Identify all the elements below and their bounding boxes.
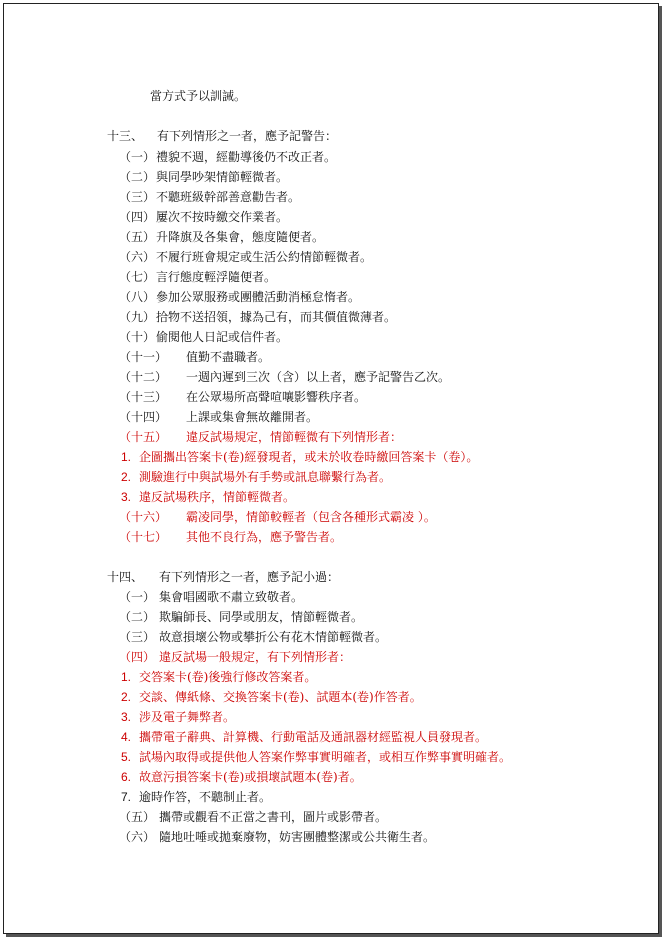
sub-item-text: 攜帶電子辭典、計算機、行動電話及通訊器材經監視人員發現者。 [139, 730, 488, 744]
section-13-number: 十三、 [107, 129, 144, 143]
list-item-text: 隨地吐唾或拋棄廢物，妨害團體整潔或公共衛生者。 [159, 830, 436, 844]
sub-item-number: 6. [121, 770, 132, 784]
list-item-number: （十） [119, 330, 156, 344]
list-item-number: （五） [119, 810, 156, 824]
list-item-number: （十一） [119, 350, 168, 364]
list-item-number: （十三） [119, 390, 168, 404]
list-item-text: 霸凌同學，情節較輕者（包含各種形式霸凌 ）。 [186, 510, 436, 524]
sub-item-text: 故意污損答案卡(卷)或損壞試題本(卷)者。 [139, 770, 362, 784]
sub-item-number: 4. [121, 730, 132, 744]
list-item-text: 攜帶或觀看不正當之書刊，圖片或影帶者。 [159, 810, 388, 824]
sub-item-text: 交談、傳紙條、交換答案卡(卷)、試題本(卷)作答者。 [139, 690, 422, 704]
sub-item-number: 3. [121, 710, 132, 724]
list-item-number: （十六） [119, 510, 168, 524]
list-item-number: （六） [119, 250, 156, 264]
list-item-number: （四） [119, 650, 156, 664]
list-item-number: （一） [119, 590, 156, 604]
list-item-text: 違反試場規定，情節輕微有下列情形者： [186, 430, 403, 444]
list-item-text: 上課或集會無故離開者。 [186, 410, 319, 424]
sub-item-text: 逾時作答，不聽制止者。 [139, 790, 272, 804]
list-item-text: 升降旗及各集會，態度隨便者。 [156, 230, 325, 244]
list-item-number: （三） [119, 630, 156, 644]
list-item-text: 違反試場一般規定，有下列情形者： [159, 650, 352, 664]
list-item-number: （八） [119, 290, 156, 304]
list-item-text: 言行態度輕浮隨便者。 [156, 270, 277, 284]
list-item-number: （一） [119, 150, 156, 164]
section-13-heading: 有下列情形之一者，應予記警告： [157, 129, 338, 143]
sub-item-number: 2. [121, 470, 132, 484]
list-item-number: （二） [119, 170, 156, 184]
list-item-number: （三） [119, 190, 156, 204]
list-item-text: 值勤不盡職者。 [186, 350, 271, 364]
list-item-text: 不履行班會規定或生活公約情節輕微者。 [156, 250, 373, 264]
list-item-number: （七） [119, 270, 156, 284]
section-14-number: 十四、 [107, 570, 144, 584]
list-item-number: （十二） [119, 370, 168, 384]
sub-item-number: 3. [121, 490, 132, 504]
list-item-text: 其他不良行為，應予警告者。 [186, 530, 343, 544]
document-page [3, 3, 659, 934]
list-item-number: （五） [119, 230, 156, 244]
list-item-text: 不聽班級幹部善意勸告者。 [156, 190, 301, 204]
sub-item-text: 試場內取得或提供他人答案作弊事實明確者，或相互作弊事實明確者。 [139, 750, 512, 764]
list-item-number: （十七） [119, 530, 168, 544]
list-item-number: （九） [119, 310, 156, 324]
list-item-number: （十四） [119, 410, 168, 424]
list-item-text: 故意損壞公物或攀折公有花木情節輕微者。 [159, 630, 388, 644]
section-14-heading: 有下列情形之一者，應予記小過： [159, 570, 340, 584]
sub-item-text: 交答案卡(卷)後強行修改答案者。 [139, 670, 317, 684]
list-item-text: 拾物不送招領，據為己有，而其價值微薄者。 [156, 310, 397, 324]
sub-item-number: 2. [121, 690, 132, 704]
list-item-number: （六） [119, 830, 156, 844]
sub-item-number: 1. [121, 450, 132, 464]
list-item-text: 與同學吵架情節輕微者。 [156, 170, 289, 184]
list-item-text: 欺騙師長、同學或朋友，情節輕微者。 [159, 610, 364, 624]
list-item-text: 一週內遲到三次（含）以上者，應予記警告乙次。 [186, 370, 451, 384]
list-item-number: （十五） [119, 430, 168, 444]
sub-item-number: 7. [121, 790, 132, 804]
list-item-text: 在公眾場所高聲喧嚷影響秩序者。 [186, 390, 367, 404]
sub-item-text: 測驗進行中與試場外有手勢或訊息聯繫行為者。 [139, 470, 392, 484]
list-item-text: 禮貌不週，經勸導後仍不改正者。 [156, 150, 337, 164]
list-item-number: （二） [119, 610, 156, 624]
sub-item-number: 5. [121, 750, 132, 764]
list-item-text: 參加公眾服務或團體活動消極怠惰者。 [156, 290, 361, 304]
sub-item-text: 企圖攜出答案卡(卷)經發現者，或未於收卷時繳回答案卡（卷）。 [139, 450, 479, 464]
list-item-number: （四） [119, 210, 156, 224]
intro-text: 當方式予以訓誡。 [150, 89, 247, 103]
sub-item-number: 1. [121, 670, 132, 684]
list-item-text: 偷閱他人日記或信件者。 [156, 330, 289, 344]
list-item-text: 集會唱國歌不肅立致敬者。 [159, 590, 304, 604]
sub-item-text: 違反試場秩序，情節輕微者。 [139, 490, 296, 504]
list-item-text: 屢次不按時繳交作業者。 [156, 210, 289, 224]
sub-item-text: 涉及電子舞弊者。 [139, 710, 236, 724]
